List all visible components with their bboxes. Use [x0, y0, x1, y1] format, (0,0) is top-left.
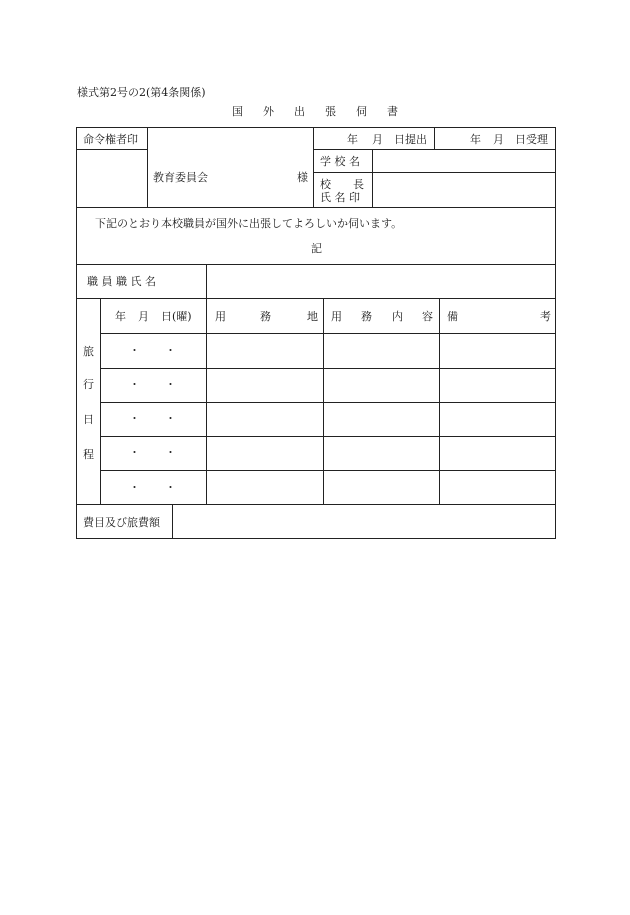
- school-name-label: 学 校 名: [320, 155, 360, 168]
- receive-year: 年: [470, 133, 481, 146]
- ki-label: 記: [311, 242, 322, 255]
- expense-label: 費目及び旅費額: [83, 516, 160, 529]
- rule: [100, 402, 556, 403]
- title-char: 伺: [356, 105, 367, 118]
- submit-month: 月: [372, 133, 383, 146]
- date-dot: ・: [129, 378, 140, 391]
- date-dot: ・: [165, 378, 176, 391]
- board-label: 教育委員会: [153, 171, 208, 184]
- date-dot: ・: [165, 412, 176, 425]
- col-note-2: 考: [540, 310, 551, 323]
- date-dot: ・: [165, 446, 176, 459]
- rule: [100, 436, 556, 437]
- date-dot: ・: [129, 446, 140, 459]
- rule: [77, 149, 147, 150]
- title-char: 国: [232, 105, 243, 118]
- side-label-char: 程: [83, 448, 94, 461]
- col-content-2: 務: [361, 310, 372, 323]
- rule: [100, 333, 556, 334]
- title-char: 張: [325, 105, 336, 118]
- date-dot: ・: [129, 481, 140, 494]
- title-char: 出: [294, 105, 305, 118]
- rule: [147, 128, 148, 208]
- col-note-1: 備: [447, 310, 458, 323]
- submit-year: 年: [347, 133, 358, 146]
- col-date-month: 月: [138, 310, 149, 323]
- rule: [100, 368, 556, 369]
- col-content-4: 容: [422, 310, 433, 323]
- rule: [77, 298, 556, 299]
- col-date-day: 日(曜): [161, 310, 192, 323]
- date-dot: ・: [165, 481, 176, 494]
- principal-label: 校 長: [320, 178, 364, 191]
- col-place-3: 地: [307, 310, 318, 323]
- form-table: [76, 127, 556, 539]
- rule: [77, 207, 556, 208]
- receive-month: 月: [493, 133, 504, 146]
- rule: [206, 265, 207, 299]
- date-dot: ・: [129, 344, 140, 357]
- rule: [77, 504, 556, 505]
- col-date-year: 年: [115, 310, 126, 323]
- form-id: 様式第2号の2(第4条関係): [77, 86, 206, 99]
- rule: [372, 150, 373, 208]
- rule: [313, 128, 314, 208]
- rule: [77, 264, 556, 265]
- col-place-1: 用: [215, 310, 226, 323]
- staff-label: 職 員 職 氏 名: [87, 275, 156, 288]
- rule: [172, 505, 173, 539]
- request-text: 下記のとおり本校職員が国外に出張してよろしいか伺います。: [95, 217, 403, 230]
- honorific: 様: [297, 171, 308, 184]
- seal-label: 命令権者印: [83, 133, 138, 146]
- side-label-char: 日: [83, 413, 94, 426]
- col-content-1: 用: [331, 310, 342, 323]
- rule: [313, 172, 556, 173]
- col-place-2: 務: [260, 310, 271, 323]
- submit-date-label: 日提出: [394, 133, 427, 146]
- rule: [100, 470, 556, 471]
- principal-name-seal-label: 氏 名 印: [320, 191, 360, 204]
- receive-date-label: 日受理: [515, 133, 548, 146]
- side-label-char: 旅: [83, 345, 94, 358]
- col-content-3: 内: [392, 310, 403, 323]
- title-char: 書: [387, 105, 398, 118]
- document-title: [232, 103, 398, 119]
- date-dot: ・: [165, 344, 176, 357]
- title-char: 外: [263, 105, 274, 118]
- date-dot: ・: [129, 412, 140, 425]
- rule: [434, 128, 435, 150]
- side-label-char: 行: [83, 378, 94, 391]
